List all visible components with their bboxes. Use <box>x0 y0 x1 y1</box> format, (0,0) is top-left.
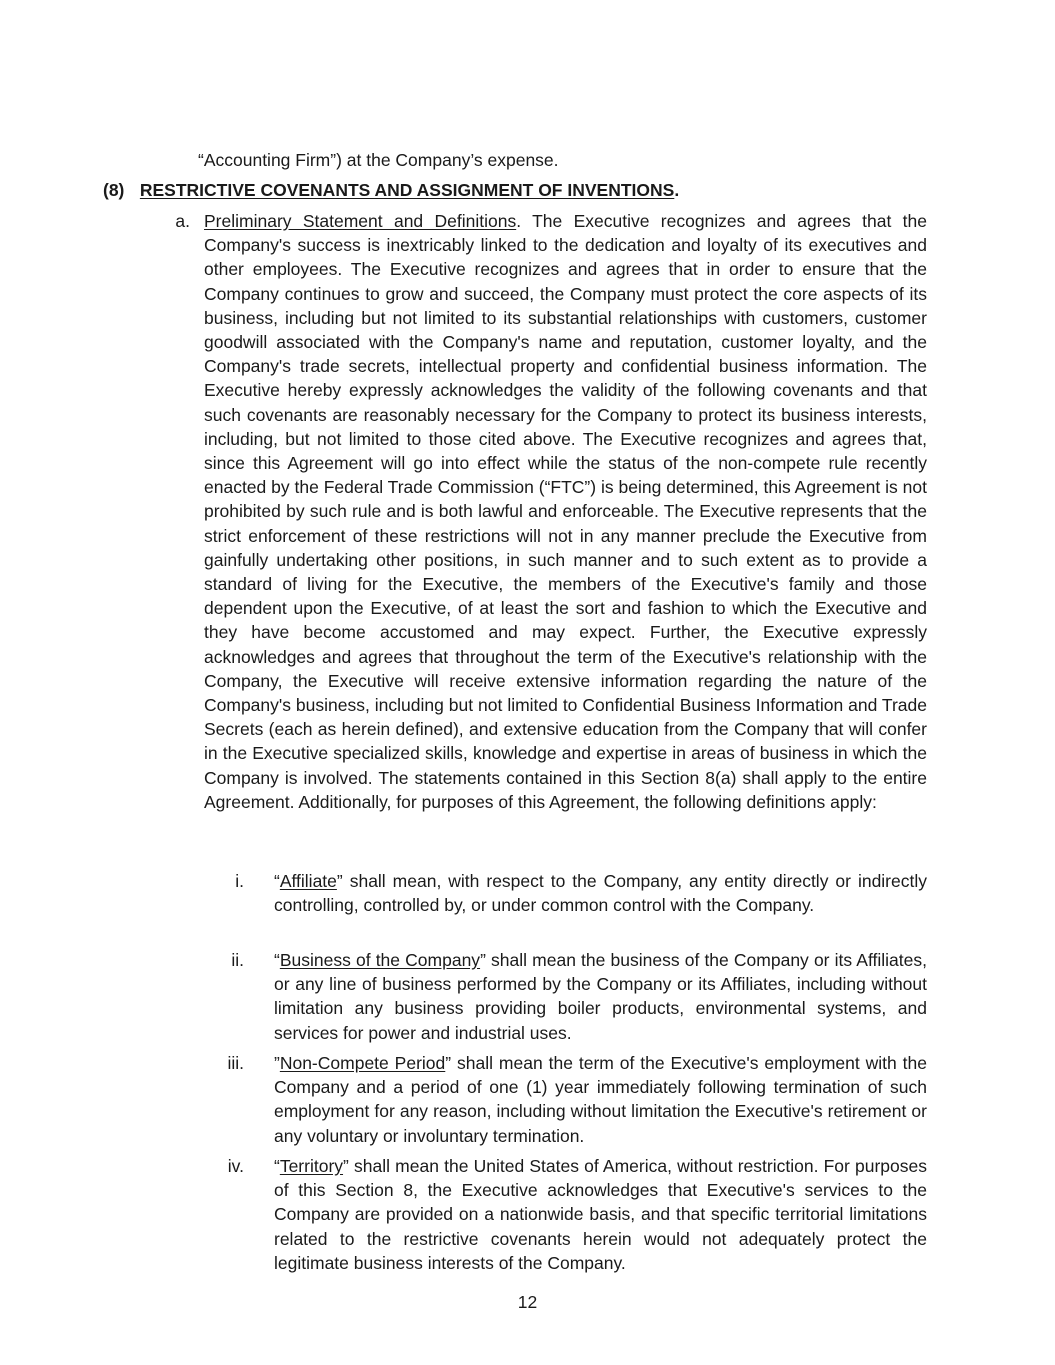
definition-text: ” shall mean the United States of America, without restriction. For purposes of this Section 8, the Executive acknowledges that Executive's services to the Company are provided on a nationwide basis, and that specific territorial limitations related to the restrictive covenants herein would not adequately protect the legitimate business interests of the Company. <box>274 1156 927 1273</box>
section-title-punct: . <box>674 180 680 200</box>
continuation-text: “Accounting Firm”) at the Company’s expense. <box>198 150 559 170</box>
definition-marker-ii: ii. <box>231 950 244 970</box>
para-a-body: . The Executive recognizes and agrees that the Company's success is inextricably linked to the dedication and loyalty of its executives and other employees. The Executive recognizes and agrees that in order to ensure that the Company continues to grow and succeed, the Company must protect the core aspects of its business, including but not limited to its substantial relationships with customers, customer goodwill associated with the Company's name and reputation, customer loyalty, and the Company's trade secrets, intellectual property and confidential business information. The Executive hereby expressly acknowledges the validity of the following covenants and that such covenants are reasonably necessary for the Company to protect its business interests, including, but not limited to those cited above. The Executive recognizes and agrees that, since this Agreement will go into effect while the status of the non-compete rule recently enacted by the Federal Trade Commission (“FTC”) is being determined, this Agreement is not prohibited by such rule and is both lawful and enforceable. The Executive represents that the strict enforcement of these restrictions will not in any manner preclude the Executive from gainfully undertaking other positions, in such manner and to such extent as to provide a standard of living for the Executive, the members of the Executive's family and those dependent upon the Executive, of at least the sort and fashion to which the Executive and they have become accustomed and may expect. Further, the Executive expressly acknowledges and agrees that throughout the term of the Executive's relationship with the Company, the Executive will receive extensive information regarding the nature of the Company's business, including but not limited to Confidential Business Information and Trade Secrets (each as herein defined), and extensive education from the Company that will confer in the Executive specialized skills, knowledge and expertise in areas of business in which the Company is involved. The statements contained in this Section 8(a) shall apply to the entire Agreement. Additionally, for purposes of this Agreement, the following definitions apply: <box>204 211 927 812</box>
definition-term: Territory <box>279 1156 344 1176</box>
definition-open-quote: “ <box>274 950 280 970</box>
para-a <box>204 209 927 814</box>
definition-text: ” shall mean the term of the Executive's employment with the Company and a period of one (1) year immediately following termination of such employment for any reason, including without limitation the Executive's retirement or any voluntary or involuntary termination. <box>274 1053 927 1146</box>
section-heading <box>103 178 679 202</box>
definition-marker-i: i. <box>235 871 244 891</box>
definition-non-compete-period <box>274 1051 927 1148</box>
definition-territory <box>274 1154 927 1275</box>
definition-open-quote: “ <box>274 871 280 891</box>
page-number: 12 <box>517 1292 538 1312</box>
para-a-heading: Preliminary Statement and Definitions <box>204 211 517 231</box>
definition-text: ” shall mean, with respect to the Company, any entity directly or indirectly controlling, controlled by, or under common control with the Company. <box>274 871 927 916</box>
definition-business-of-the-company <box>274 948 927 1045</box>
definition-text: ” shall mean the business of the Company or its Affiliates, or any line of business performed by the Company or its Affiliates, including without limitation any business providing boiler products, environmental systems, and services for power and industrial uses. <box>274 950 927 1043</box>
definition-term: Non-Compete Period <box>279 1053 446 1073</box>
definition-term: Business of the Company <box>279 950 481 970</box>
definition-open-quote: “ <box>274 1156 280 1176</box>
section-title: RESTRICTIVE COVENANTS AND ASSIGNMENT OF INVENTIONS <box>139 180 675 200</box>
definition-affiliate <box>274 869 927 917</box>
definition-marker-iv: iv. <box>227 1156 244 1176</box>
definition-open-quote: ” <box>274 1053 280 1073</box>
para-a-marker: a. <box>175 211 190 231</box>
definition-term: Affiliate <box>279 871 337 891</box>
section-number: (8) <box>103 180 125 200</box>
definition-marker-iii: iii. <box>227 1053 244 1073</box>
